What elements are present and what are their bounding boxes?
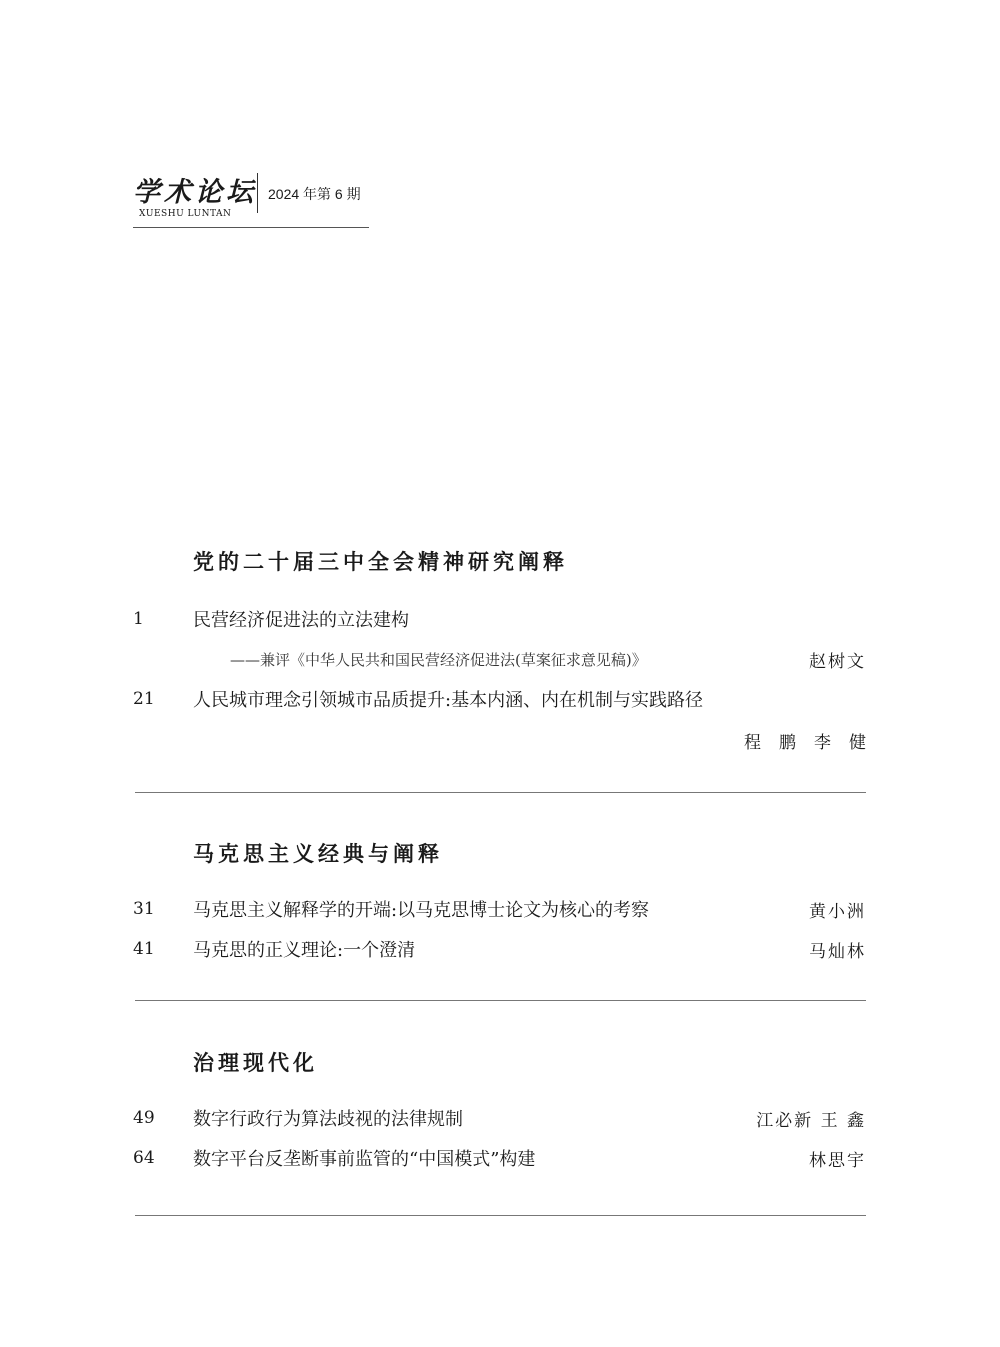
- article-author: 程鹏李健: [744, 733, 884, 753]
- article-author: 江必新 王 鑫: [756, 1111, 866, 1131]
- article-author: 马灿林: [809, 942, 866, 962]
- article-page-number: 1: [133, 609, 144, 629]
- article-subtitle: ——兼评《中华人民共和国民营经济促进法(草案征求意见稿)》: [230, 651, 647, 669]
- header-separator: [257, 173, 258, 213]
- issue-label: 2024 年第 6 期: [268, 186, 361, 202]
- article-page-number: 31: [133, 899, 155, 919]
- section-divider: [135, 1000, 866, 1001]
- article-title[interactable]: 人民城市理念引领城市品质提升:基本内涵、内在机制与实践路径: [193, 690, 704, 711]
- article-title[interactable]: 马克思主义解释学的开端:以马克思博士论文为核心的考察: [193, 900, 650, 921]
- section-title-2: 马克思主义经典与阐释: [193, 841, 443, 866]
- section-title-3: 治理现代化: [193, 1050, 318, 1075]
- journal-logo: 学术论坛: [133, 177, 257, 208]
- article-title[interactable]: 民营经济促进法的立法建构: [193, 610, 409, 631]
- article-page-number: 64: [133, 1148, 155, 1168]
- article-title[interactable]: 马克思的正义理论:一个澄清: [193, 940, 416, 961]
- journal-header: [133, 170, 369, 228]
- article-page-number: 49: [133, 1108, 155, 1128]
- article-title[interactable]: 数字平台反垄断事前监管的“中国模式”构建: [193, 1149, 536, 1170]
- article-page-number: 41: [133, 939, 155, 959]
- article-page-number: 21: [133, 689, 155, 709]
- section-title-1: 党的二十届三中全会精神研究阐释: [193, 549, 568, 574]
- journal-logo-pinyin: XUESHU LUNTAN: [139, 209, 232, 219]
- article-author: 赵树文: [809, 652, 866, 672]
- article-author: 林思宇: [809, 1151, 866, 1171]
- section-divider: [135, 1215, 866, 1216]
- section-divider: [135, 792, 866, 793]
- article-author: 黄小洲: [809, 902, 866, 922]
- article-title[interactable]: 数字行政行为算法歧视的法律规制: [193, 1109, 463, 1130]
